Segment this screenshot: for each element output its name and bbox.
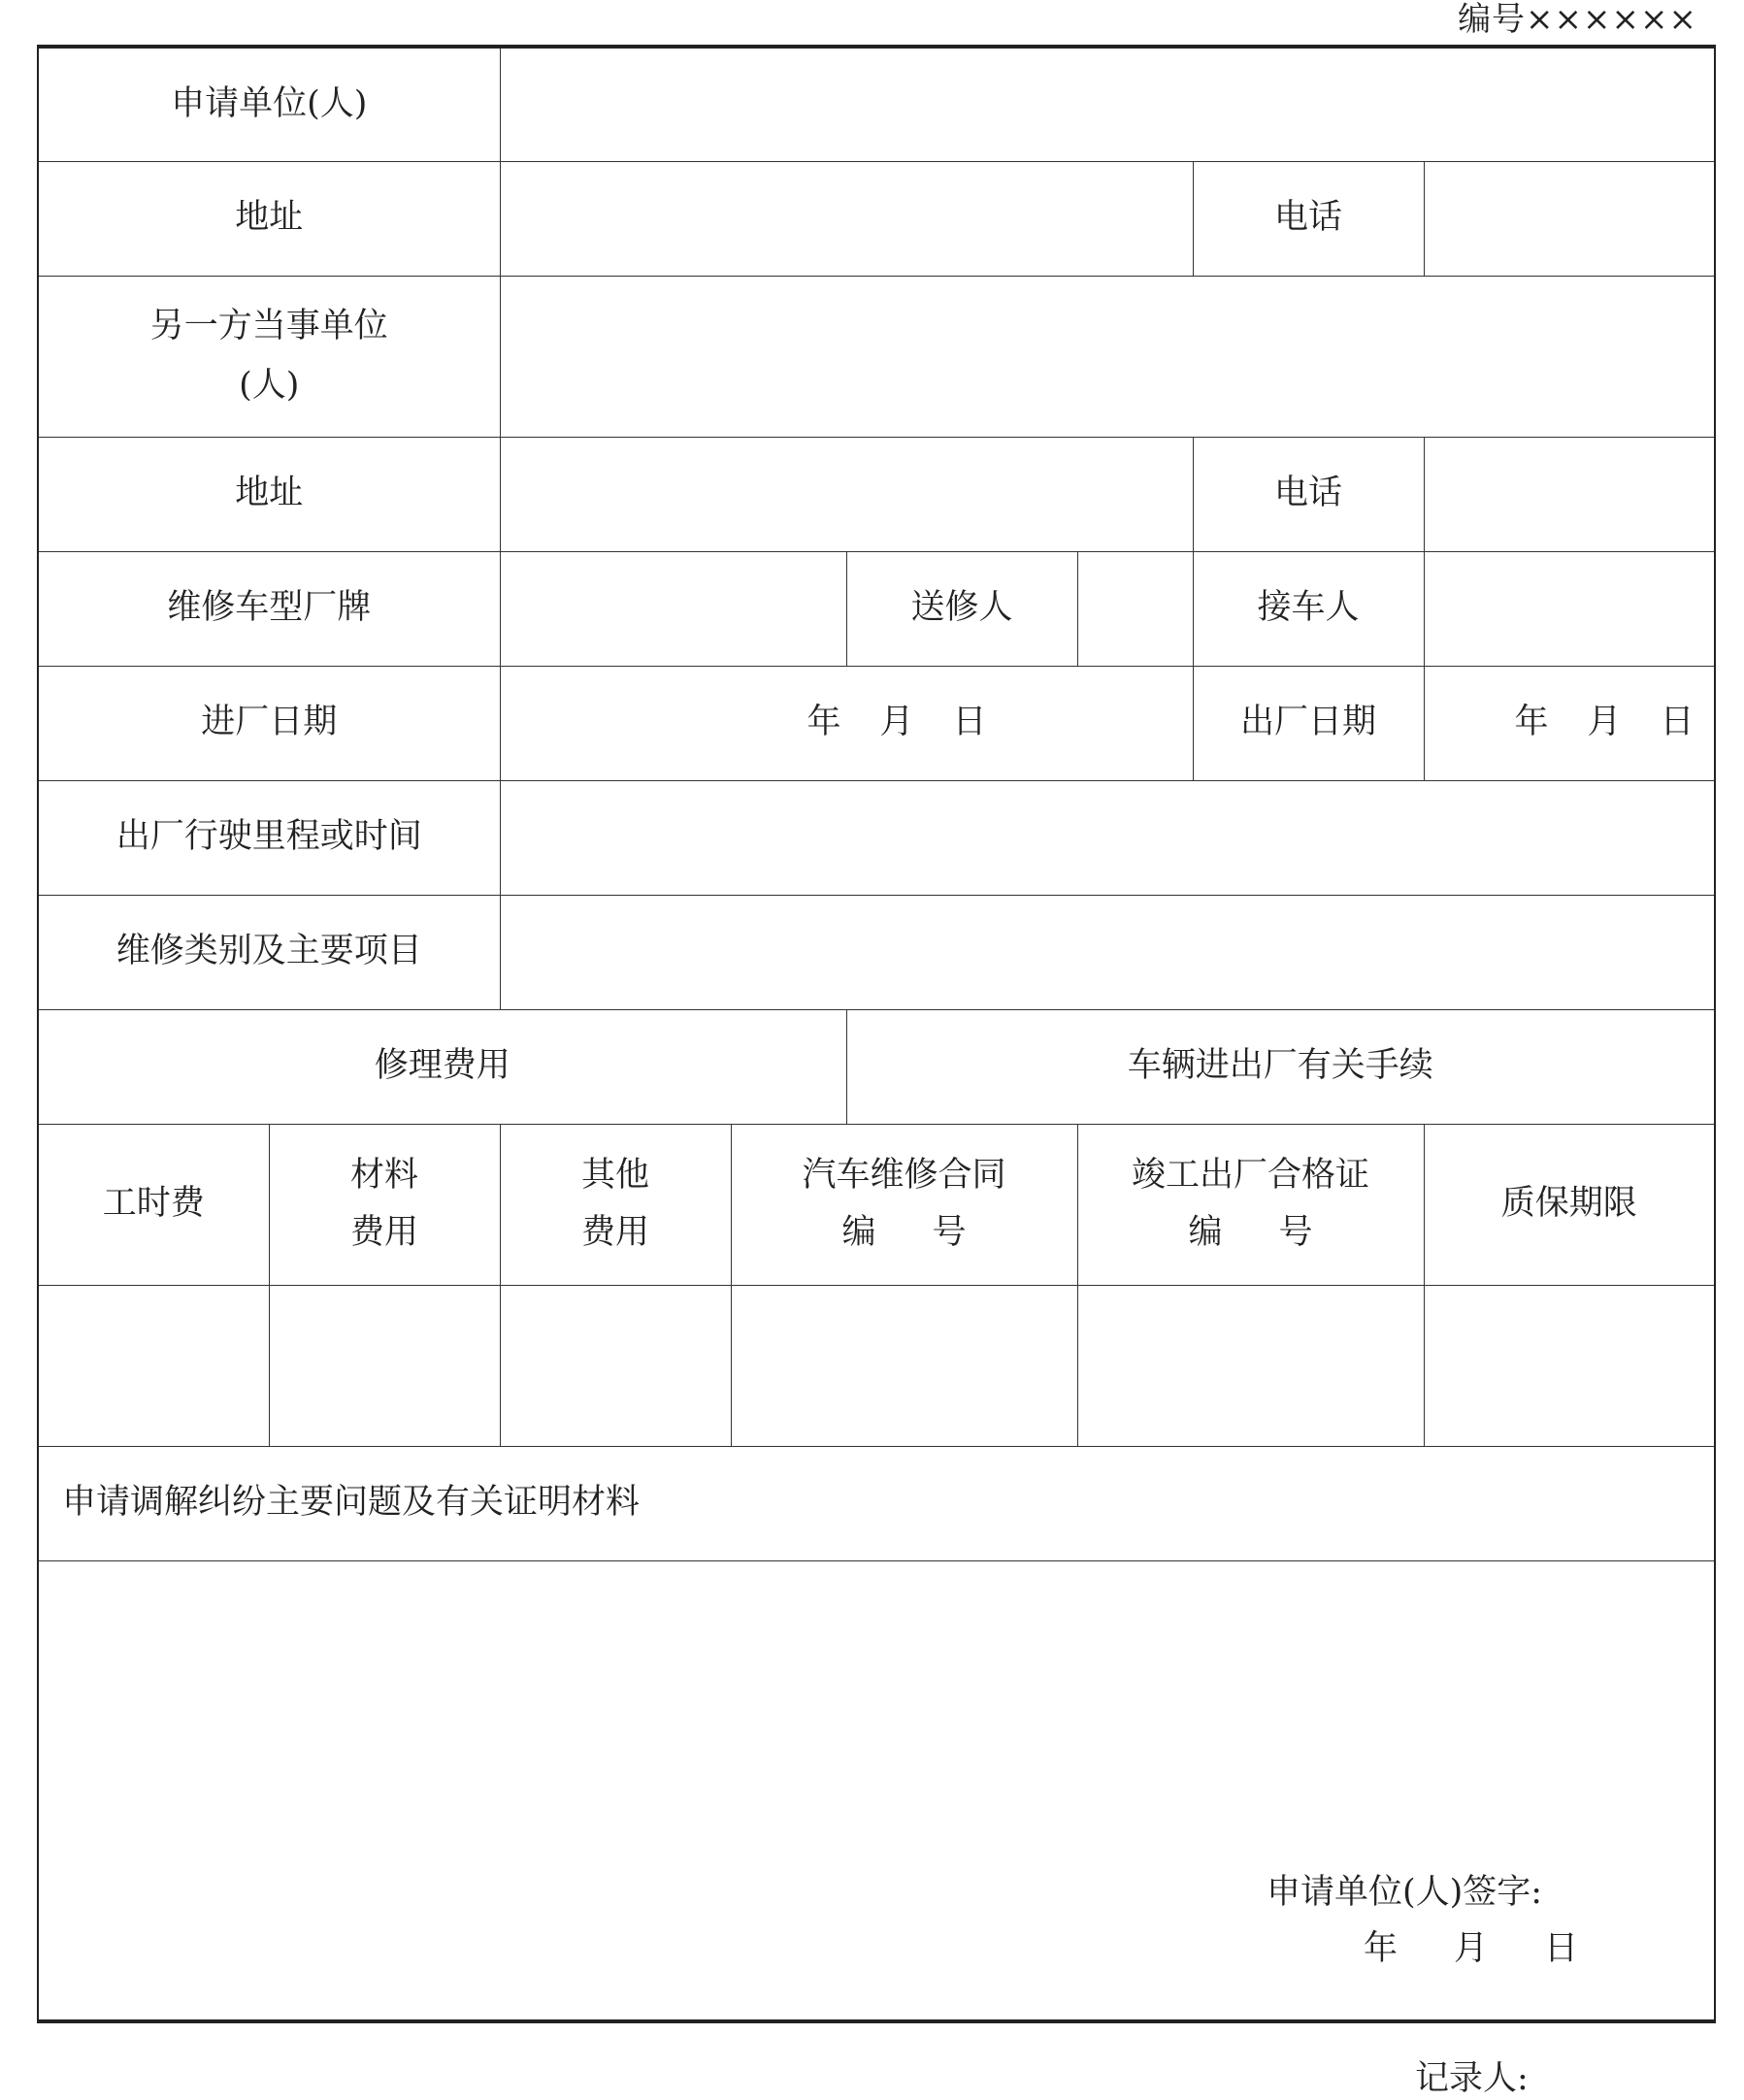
row-section-headers: [38, 1009, 1715, 1124]
header-certificate-no: [1077, 1124, 1424, 1285]
row-other-party-address: [38, 437, 1715, 551]
label-other-party-line2: (人): [239, 366, 300, 405]
label-entry-date: 进厂日期: [38, 666, 500, 780]
row-mileage: [38, 780, 1715, 895]
entry-year: 年: [806, 703, 841, 742]
label-phone-2: 电话: [1193, 437, 1424, 551]
field-vehicle-model[interactable]: [500, 551, 846, 666]
exit-year: 年: [1514, 703, 1549, 742]
header-contract-no-line2a: 编: [841, 1213, 876, 1252]
header-contract-no: [731, 1124, 1077, 1285]
serial-number: 编号××××××: [1458, 0, 1697, 39]
header-certificate-no-line2b: 号: [1278, 1213, 1313, 1252]
exit-day: 日: [1660, 703, 1695, 742]
label-applicant: 申请单位(人): [38, 47, 500, 161]
field-exit-date[interactable]: [1424, 666, 1715, 780]
header-other-cost-line2: 费用: [580, 1213, 649, 1252]
row-sub-headers: [38, 1124, 1715, 1285]
field-applicant[interactable]: [500, 47, 1715, 161]
signature-label: 申请单位(人)签字:: [1267, 1872, 1543, 1912]
label-address: 地址: [38, 161, 500, 276]
mediation-application-form: [37, 45, 1716, 2023]
header-vehicle-procedures: 车辆进出厂有关手续: [846, 1009, 1715, 1124]
header-certificate-no-line1: 竣工出厂合格证: [1131, 1155, 1369, 1195]
field-other-party[interactable]: [500, 276, 1715, 437]
recorder-label: 记录人:: [1415, 2059, 1529, 2098]
entry-month: 月: [879, 703, 914, 742]
row-vehicle: [38, 551, 1715, 666]
field-entry-date[interactable]: [500, 666, 1193, 780]
header-contract-no-line2b: 号: [932, 1213, 967, 1252]
field-phone[interactable]: [1424, 161, 1715, 276]
field-certificate-no[interactable]: [1077, 1285, 1424, 1446]
signature-month: 月: [1454, 1928, 1489, 1968]
row-dispute-body: [38, 1560, 1715, 2021]
label-dispute-issue: 申请调解纠纷主要问题及有关证明材料: [38, 1446, 1715, 1560]
label-address-2: 地址: [38, 437, 500, 551]
signature-date: [1364, 1920, 1578, 1979]
label-repair-category: 维修类别及主要项目: [38, 895, 500, 1009]
label-mileage: 出厂行驶里程或时间: [38, 780, 500, 895]
header-material-cost-line2: 费用: [349, 1213, 418, 1252]
entry-day: 日: [952, 703, 987, 742]
field-receiver[interactable]: [1424, 551, 1715, 666]
field-address-2[interactable]: [500, 437, 1193, 551]
label-sender: 送修人: [846, 551, 1077, 666]
row-repair-category: [38, 895, 1715, 1009]
row-other-party: [38, 276, 1715, 437]
field-contract-no[interactable]: [731, 1285, 1077, 1446]
label-other-party: [38, 276, 500, 437]
field-dispute-body[interactable]: [38, 1560, 1715, 2021]
header-certificate-no-line2a: 编: [1188, 1213, 1223, 1252]
label-other-party-line1: 另一方当事单位: [149, 306, 388, 345]
signature-day: 日: [1544, 1928, 1579, 1968]
label-exit-date: 出厂日期: [1193, 666, 1424, 780]
header-labor-cost: 工时费: [38, 1124, 269, 1285]
header-material-cost-line1: 材料: [349, 1155, 418, 1195]
header-other-cost-line1: 其他: [580, 1155, 649, 1195]
signature-year: 年: [1364, 1928, 1398, 1968]
header-other-cost: [500, 1124, 731, 1285]
label-phone: 电话: [1193, 161, 1424, 276]
field-phone-2[interactable]: [1424, 437, 1715, 551]
field-repair-category[interactable]: [500, 895, 1715, 1009]
header-warranty: 质保期限: [1424, 1124, 1715, 1285]
row-cost-values: [38, 1285, 1715, 1446]
label-receiver: 接车人: [1193, 551, 1424, 666]
field-warranty[interactable]: [1424, 1285, 1715, 1446]
row-dates: [38, 666, 1715, 780]
row-applicant: [38, 47, 1715, 161]
field-address[interactable]: [500, 161, 1193, 276]
label-vehicle-model: 维修车型厂牌: [38, 551, 500, 666]
row-dispute-heading: [38, 1446, 1715, 1560]
row-applicant-address: [38, 161, 1715, 276]
field-labor-cost[interactable]: [38, 1285, 269, 1446]
field-other-cost[interactable]: [500, 1285, 731, 1446]
field-mileage[interactable]: [500, 780, 1715, 895]
header-contract-no-line1: 汽车维修合同: [802, 1155, 1006, 1195]
header-repair-cost: 修理费用: [38, 1009, 846, 1124]
field-material-cost[interactable]: [269, 1285, 500, 1446]
field-sender[interactable]: [1077, 551, 1193, 666]
header-material-cost: [269, 1124, 500, 1285]
exit-month: 月: [1587, 703, 1622, 742]
